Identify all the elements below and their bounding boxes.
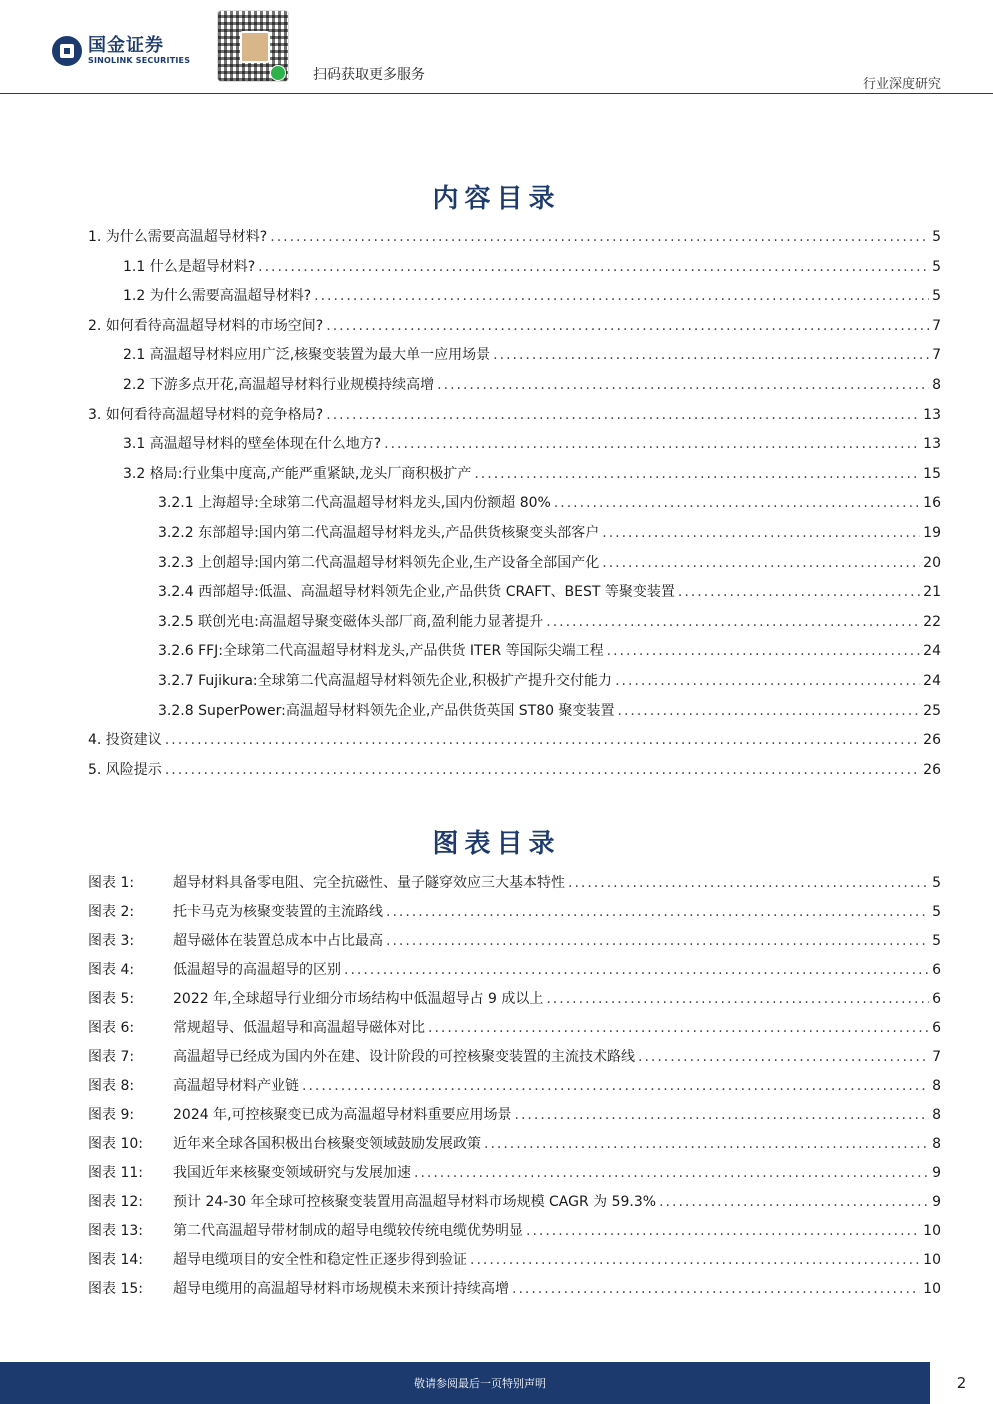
dot-leader — [512, 1281, 920, 1297]
figure-entry[interactable] — [88, 872, 941, 901]
figure-entry-label: 2022 年,全球超导行业细分市场结构中低温超导占 9 成以上 — [173, 991, 544, 1007]
figure-entry-page: 8 — [932, 1136, 941, 1152]
figure-entry-number: 图表 6: — [88, 1020, 135, 1036]
toc-entry-label: 1.1 什么是超导材料? — [123, 258, 256, 275]
toc-entry-page: 25 — [923, 702, 941, 719]
figure-entry[interactable] — [88, 901, 941, 930]
dot-leader — [258, 259, 929, 275]
toc-entry[interactable] — [88, 404, 941, 434]
dot-leader — [659, 1194, 929, 1210]
dot-leader — [165, 762, 920, 778]
toc-entry-label: 3.2.8 SuperPower:高温超导材料领先企业,产品供货英国 ST80 聚变装置 — [158, 702, 615, 719]
dot-leader — [638, 1049, 929, 1065]
dot-leader — [607, 643, 921, 659]
figure-entry-page: 7 — [932, 1049, 941, 1065]
figure-entry-page: 5 — [932, 904, 941, 920]
dot-leader — [428, 1020, 929, 1036]
dot-leader — [602, 525, 920, 541]
figure-entry[interactable] — [88, 1162, 941, 1191]
figure-entry-page: 10 — [923, 1281, 941, 1297]
qr-center-logo-icon — [240, 31, 270, 63]
dot-leader — [386, 904, 929, 920]
toc-entry-page: 26 — [923, 761, 941, 778]
figure-entry-page: 6 — [932, 1020, 941, 1036]
dot-leader — [515, 1107, 930, 1123]
toc-entry-label: 3.2.1 上海超导:全球第二代高温超导材料龙头,国内份额超 80% — [158, 495, 551, 512]
figure-entry-page: 9 — [932, 1165, 941, 1181]
toc-entry-label: 3.2.5 联创光电:高温超导聚变磁体头部厂商,盈利能力显著提升 — [158, 613, 544, 630]
dot-leader — [554, 495, 920, 511]
figure-entry-page: 10 — [923, 1252, 941, 1268]
toc-entry-page: 13 — [923, 406, 941, 423]
dot-leader — [546, 991, 929, 1007]
figure-entry-label: 超导电缆项目的安全性和稳定性正逐步得到验证 — [173, 1252, 467, 1268]
toc-entry-label: 3.2.2 东部超导:国内第二代高温超导材料龙头,产品供货核聚变头部客户 — [158, 524, 600, 541]
footer-bar — [0, 1362, 930, 1404]
figure-entry-label: 近年来全球各国积极出台核聚变领域鼓励发展政策 — [173, 1136, 481, 1152]
figure-entry-label: 我国近年来核聚变领域研究与发展加速 — [173, 1165, 411, 1181]
figure-entry[interactable] — [88, 1249, 941, 1278]
toc-entry-page: 7 — [932, 317, 941, 334]
toc-entry[interactable] — [88, 315, 941, 345]
logo-icon — [52, 36, 82, 66]
toc-entry-label: 3.2.3 上创超导:国内第二代高温超导材料领先企业,生产设备全部国产化 — [158, 554, 600, 571]
figure-entry-number: 图表 2: — [88, 904, 135, 920]
dot-leader — [618, 703, 921, 719]
scan-prompt: 扫码获取更多服务 — [313, 67, 425, 83]
figure-entry-label: 预计 24-30 年全球可控核聚变装置用高温超导材料市场规模 CAGR 为 59.3% — [173, 1194, 657, 1210]
dot-leader — [437, 377, 929, 393]
toc-entry-page: 22 — [923, 613, 941, 630]
figure-entry-number: 图表 7: — [88, 1049, 135, 1065]
figure-entry-label: 2024 年,可控核聚变已成为高温超导材料重要应用场景 — [173, 1107, 512, 1123]
figure-entry-page: 5 — [932, 933, 941, 949]
toc-entry[interactable] — [88, 640, 941, 670]
toc-entry-page: 19 — [923, 524, 941, 541]
toc-entry[interactable] — [88, 759, 941, 789]
figure-entry[interactable] — [88, 1075, 941, 1104]
figure-entry[interactable] — [88, 1104, 941, 1133]
toc-entry-page: 5 — [932, 288, 941, 305]
dot-leader — [546, 614, 920, 630]
company-logo — [52, 36, 190, 66]
figures-title: 图表目录 — [432, 829, 561, 859]
toc-entry[interactable] — [88, 256, 941, 286]
toc-entry[interactable] — [88, 433, 941, 463]
toc-entry-label: 4. 投资建议 — [88, 732, 162, 749]
dot-leader — [568, 875, 929, 891]
toc-entry-page: 7 — [932, 347, 941, 364]
toc-entry-page: 16 — [923, 495, 941, 512]
dot-leader — [414, 1165, 929, 1181]
toc-entry[interactable] — [88, 729, 941, 759]
toc-entry-page: 13 — [923, 436, 941, 453]
dot-leader — [470, 1252, 920, 1268]
figure-entry[interactable] — [88, 1017, 941, 1046]
toc-entry-page: 26 — [923, 732, 941, 749]
toc-entry-page: 15 — [923, 465, 941, 482]
figure-entry[interactable] — [88, 930, 941, 959]
figure-entry-number: 图表 5: — [88, 991, 135, 1007]
toc-entry[interactable] — [88, 700, 941, 730]
disclaimer-notice: 敬请参阅最后一页特别声明 — [414, 1377, 546, 1390]
toc-entry[interactable] — [88, 226, 941, 256]
figure-entry-label: 高温超导已经成为国内外在建、设计阶段的可控核聚变装置的主流技术路线 — [173, 1049, 635, 1065]
figure-entry-number: 图表 1: — [88, 875, 135, 891]
dot-leader — [326, 407, 920, 423]
dot-leader — [602, 555, 920, 571]
toc-title: 内容目录 — [432, 184, 561, 214]
figure-entry[interactable] — [88, 1278, 941, 1307]
figure-entry-page: 5 — [932, 875, 941, 891]
dot-leader — [484, 1136, 929, 1152]
page-header — [0, 0, 993, 96]
page-number: 2 — [956, 1374, 967, 1392]
toc-entry[interactable] — [88, 581, 941, 611]
toc-entry[interactable] — [88, 552, 941, 582]
figure-entry-label: 超导电缆用的高温超导材料市场规模未来预计持续高增 — [173, 1281, 509, 1297]
toc-entry[interactable] — [88, 285, 941, 315]
figure-entry-number: 图表 15: — [88, 1281, 143, 1297]
wechat-badge-icon — [270, 65, 286, 81]
dot-leader — [384, 436, 920, 452]
figure-entry[interactable] — [88, 988, 941, 1017]
toc-entry-page: 24 — [923, 672, 941, 689]
dot-leader — [302, 1078, 929, 1094]
dot-leader — [678, 584, 920, 600]
toc-entry-page: 20 — [923, 554, 941, 571]
toc-entry-page: 8 — [932, 376, 941, 393]
figure-entry[interactable] — [88, 959, 941, 988]
toc-entry-page: 5 — [932, 258, 941, 275]
dot-leader — [493, 347, 929, 363]
figure-entry-page: 10 — [923, 1223, 941, 1239]
figure-entry-number: 图表 4: — [88, 962, 135, 978]
toc-entry[interactable] — [88, 670, 941, 700]
figure-entry-number: 图表 12: — [88, 1194, 143, 1210]
dot-leader — [474, 466, 920, 482]
dot-leader — [344, 962, 929, 978]
report-type: 行业深度研究 — [862, 77, 941, 92]
figure-entry-number: 图表 8: — [88, 1078, 135, 1094]
toc-entry-label: 1.2 为什么需要高温超导材料? — [123, 288, 312, 305]
toc-entry[interactable] — [88, 374, 941, 404]
header-divider — [0, 93, 993, 94]
qr-code-icon[interactable] — [217, 10, 289, 82]
toc-entry-label: 3.2.6 FFJ:全球第二代高温超导材料龙头,产品供货 ITER 等国际尖端工程 — [158, 643, 604, 660]
figure-entry-label: 低温超导的高温超导的区别 — [173, 962, 341, 978]
figure-entry[interactable] — [88, 1220, 941, 1249]
toc-entry[interactable] — [88, 463, 941, 493]
figure-entry-page: 8 — [932, 1078, 941, 1094]
toc-entry-page: 24 — [923, 643, 941, 660]
dot-leader — [386, 933, 929, 949]
toc-entry-label: 3.2.7 Fujikura:全球第二代高温超导材料领先企业,积极扩产提升交付能力 — [158, 672, 613, 689]
toc-entry[interactable] — [88, 492, 941, 522]
dot-leader — [326, 318, 929, 334]
figure-entry-page: 9 — [932, 1194, 941, 1210]
toc-entry-page: 5 — [932, 229, 941, 245]
figure-entry-number: 图表 10: — [88, 1136, 143, 1152]
dot-leader — [270, 229, 929, 245]
figure-entry-number: 图表 11: — [88, 1165, 143, 1181]
toc-entry[interactable] — [88, 522, 941, 552]
toc-entry-label: 3.2 格局:行业集中度高,产能严重紧缺,龙头厂商积极扩产 — [123, 465, 472, 482]
figure-entry[interactable] — [88, 1133, 941, 1162]
dot-leader — [615, 673, 920, 689]
figure-entry-page: 8 — [932, 1107, 941, 1123]
toc-entry-label: 3.1 高温超导材料的壁垒体现在什么地方? — [123, 436, 382, 453]
figure-entry-page: 6 — [932, 991, 941, 1007]
figure-entry[interactable] — [88, 1191, 941, 1220]
figure-entry-number: 图表 14: — [88, 1252, 143, 1268]
figure-entry[interactable] — [88, 1046, 941, 1075]
list-of-figures — [88, 872, 941, 1307]
dot-leader — [526, 1223, 920, 1239]
figure-entry-label: 第二代高温超导带材制成的超导电缆较传统电缆优势明显 — [173, 1223, 523, 1239]
logo-name-en: SINOLINK SECURITIES — [88, 56, 191, 65]
toc-entry-label: 2.2 下游多点开花,高温超导材料行业规模持续高增 — [123, 376, 435, 393]
figure-entry-number: 图表 9: — [88, 1107, 135, 1123]
dot-leader — [165, 732, 920, 748]
toc-entry-label: 5. 风险提示 — [88, 761, 162, 778]
figure-entry-label: 托卡马克为核聚变装置的主流路线 — [173, 904, 383, 920]
toc-entry-label: 3. 如何看待高温超导材料的竞争格局? — [88, 406, 324, 423]
toc-entry[interactable] — [88, 344, 941, 374]
figure-entry-label: 超导磁体在装置总成本中占比最高 — [173, 933, 383, 949]
logo-name-cn: 国金证券 — [88, 35, 164, 56]
toc-entry-page: 21 — [923, 584, 941, 601]
figure-entry-page: 6 — [932, 962, 941, 978]
figure-entry-number: 图表 3: — [88, 933, 135, 949]
figure-entry-label: 常规超导、低温超导和高温超导磁体对比 — [173, 1020, 425, 1036]
toc-entry-label: 1. 为什么需要高温超导材料? — [88, 229, 268, 245]
toc-entry-label: 2.1 高温超导材料应用广泛,核聚变装置为最大单一应用场景 — [123, 347, 491, 364]
table-of-contents — [88, 226, 941, 788]
dot-leader — [314, 288, 929, 304]
figure-entry-number: 图表 13: — [88, 1223, 143, 1239]
toc-entry[interactable] — [88, 611, 941, 641]
figure-entry-label: 高温超导材料产业链 — [173, 1078, 299, 1094]
toc-entry-label: 3.2.4 西部超导:低温、高温超导材料领先企业,产品供货 CRAFT、BEST 等聚变装置 — [158, 584, 675, 601]
figure-entry-label: 超导材料具备零电阻、完全抗磁性、量子隧穿效应三大基本特性 — [173, 875, 565, 891]
toc-entry-label: 2. 如何看待高温超导材料的市场空间? — [88, 317, 324, 334]
